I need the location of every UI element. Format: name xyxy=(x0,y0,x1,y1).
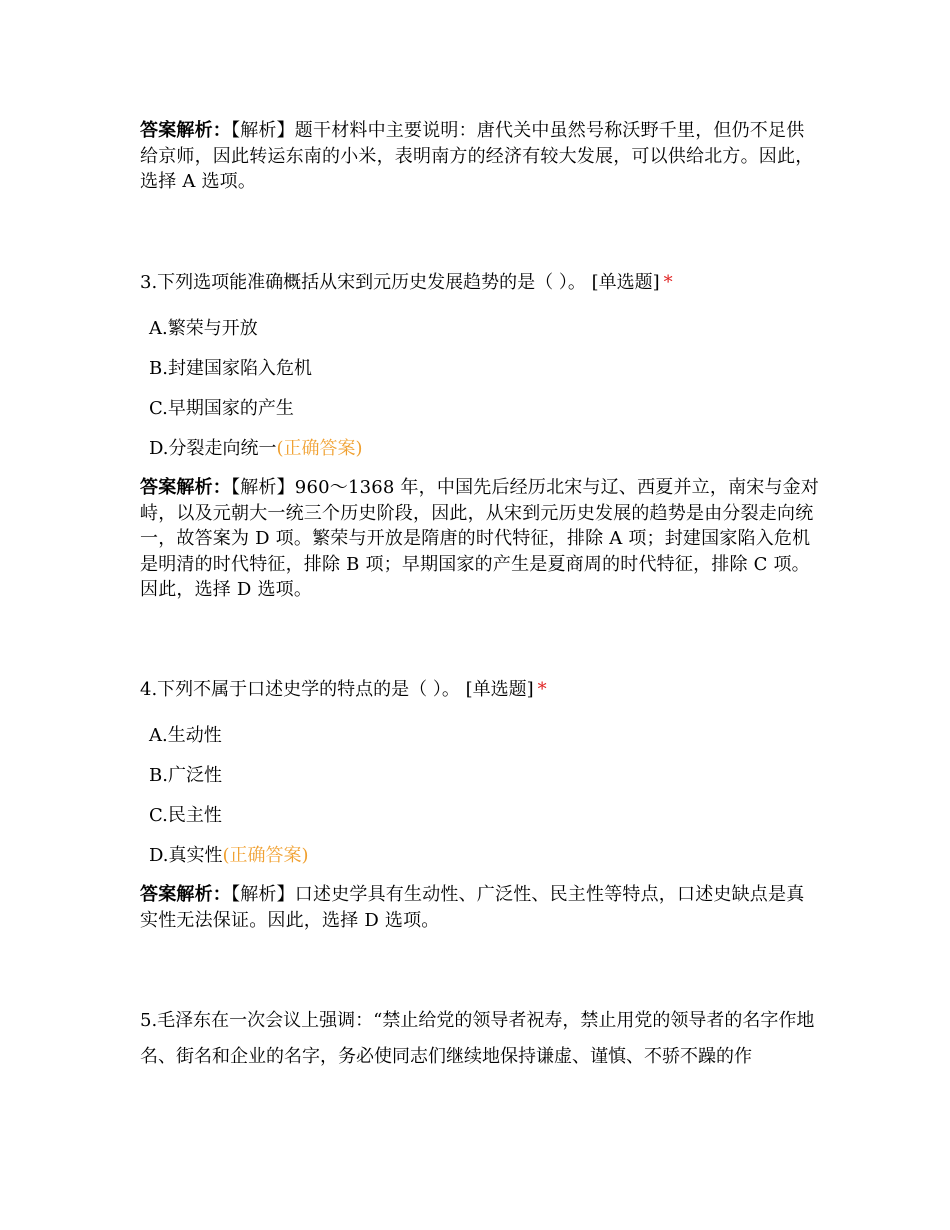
option-label: B.封建国家陷入危机 xyxy=(149,358,312,379)
option-label: A.繁荣与开放 xyxy=(149,318,258,339)
analysis-label: 答案解析： xyxy=(140,884,231,905)
correct-answer-tag: (正确答案) xyxy=(222,845,309,866)
analysis-text: 【解析】960～1368 年，中国先后经历北宋与辽、西夏并立，南宋与金对峙，以及元朝大一统三个历史阶段，因此，从宋到元历史发展的趋势是由分裂走向统一，故答案为 D 项。繁荣与开放是隋唐的时代特征，排除 A 项；封建国家陷入危机是明清的时代特征，排除 B 项；早期国家的产生是夏商周的时代特征，排除 C 项。因此，选择 D 选项。 xyxy=(140,477,820,600)
q3-option-c[interactable] xyxy=(149,396,294,422)
question-4-title xyxy=(140,677,820,703)
required-mark: * xyxy=(663,272,673,293)
option-label: D.分裂走向统一 xyxy=(149,438,277,459)
q4-option-c[interactable] xyxy=(149,803,222,829)
analysis-q4 xyxy=(140,882,820,933)
analysis-q3 xyxy=(140,475,820,603)
analysis-q2 xyxy=(140,118,820,195)
q4-option-a[interactable] xyxy=(149,723,222,749)
option-label: B.广泛性 xyxy=(149,765,222,786)
analysis-text: 【解析】口述史学具有生动性、广泛性、民主性等特点，口述史缺点是真实性无法保证。因此，选择 D 选项。 xyxy=(140,884,805,931)
question-5-title xyxy=(140,1003,830,1075)
q4-option-d[interactable] xyxy=(149,843,309,869)
q3-option-d[interactable] xyxy=(149,436,363,462)
analysis-label: 答案解析： xyxy=(140,120,231,141)
question-text: 3.下列选项能准确概括从宋到元历史发展趋势的是（ ）。 [单选题] xyxy=(140,272,660,293)
option-label: C.早期国家的产生 xyxy=(149,398,294,419)
analysis-label: 答案解析： xyxy=(140,477,231,498)
option-label: C.民主性 xyxy=(149,805,222,826)
q3-option-b[interactable] xyxy=(149,356,312,382)
option-label: D.真实性 xyxy=(149,845,223,866)
question-text: 5.毛泽东在一次会议上强调：“禁止给党的领导者祝寿，禁止用党的领导者的名字作地名、街名和企业的名字，务必使同志们继续地保持谦虚、谨慎、不骄不躁的作 xyxy=(140,1010,815,1067)
option-label: A.生动性 xyxy=(149,725,222,746)
question-text: 4.下列不属于口述史学的特点的是（ ）。 [单选题] xyxy=(140,679,534,700)
q4-option-b[interactable] xyxy=(149,763,222,789)
q3-option-a[interactable] xyxy=(149,316,258,342)
required-mark: * xyxy=(537,679,547,700)
analysis-text: 【解析】题干材料中主要说明：唐代关中虽然号称沃野千里，但仍不足供给京师，因此转运东南的小米，表明南方的经济有较大发展，可以供给北方。因此，选择 A 选项。 xyxy=(140,120,814,192)
question-3-title xyxy=(140,270,820,296)
correct-answer-tag: (正确答案) xyxy=(276,438,363,459)
